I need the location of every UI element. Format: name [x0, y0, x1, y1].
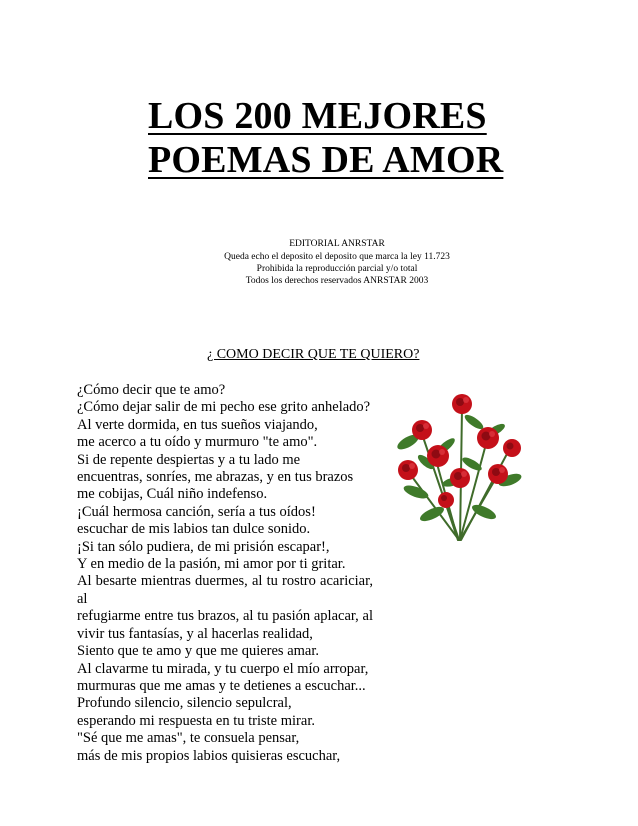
poem-line: ¡Cuál hermosa canción, sería a tus oídos!	[77, 503, 316, 520]
poem-line: Y en medio de la pasión, mi amor por ti gritar.	[77, 556, 346, 573]
poem-line: ¿Cómo decir que te amo?	[77, 382, 226, 398]
poem-line: vivir tus fantasías, y al hacerlas realidad,	[77, 625, 313, 642]
poem-line: refugiarme entre tus brazos, al tu pasión aplacar, al	[77, 608, 373, 625]
deposit-notice-row	[0, 251, 638, 263]
poem-line: me acerco a tu oído y murmuro "te amo".	[77, 434, 318, 451]
title-line-1: LOS 200 MEJORES	[148, 95, 487, 137]
rights-notice-row	[0, 275, 638, 287]
poem-line: escuchar de mis labios tan dulce sonido.	[77, 521, 311, 538]
poem-line: ¡Si tan sólo pudiera, de mi prisión escapar!,	[77, 538, 330, 555]
poem-line: Profundo silencio, silencio sepulcral,	[77, 695, 292, 712]
deposit-notice: Queda echo el deposito el deposito que marca la ley 11.723	[224, 252, 450, 262]
poem-line: Si de repente despiertas y a tu lado me	[77, 451, 301, 468]
title-line-2: POEMAS DE AMOR	[148, 139, 504, 181]
poem-line: murmuras que me amas y te detienes a escuchar...	[77, 677, 366, 694]
poem-line: esperando mi respuesta en tu triste mirar.	[77, 712, 315, 729]
prohibition-notice-row	[0, 263, 638, 275]
poem-line: Siento que te amo y que me quieres amar.	[77, 643, 319, 660]
poem-line: Al besarte mientras duermes, al tu rostro acariciar, al	[77, 573, 373, 607]
poem-line: ¿Cómo dejar salir de mi pecho ese grito anhelado?	[77, 399, 371, 416]
publisher-name-row	[0, 238, 638, 250]
poem-line: Al verte dormida, en tus sueños viajando,	[77, 416, 318, 433]
poem-body	[77, 382, 377, 765]
poem-line: encuentras, sonríes, me abrazas, y en tus brazos	[77, 469, 354, 486]
publisher-name: EDITORIAL ANRSTAR	[289, 239, 385, 249]
poem-line: Al clavarme tu mirada, y tu cuerpo el mío arropar,	[77, 660, 369, 677]
poem-heading: ¿ COMO DECIR QUE TE QUIERO?	[207, 347, 420, 362]
poem-line: me cobijas, Cuál niño indefenso.	[77, 486, 268, 503]
poem-line: "Sé que me amas", te consuela pensar,	[77, 730, 300, 747]
poem-line: más de mis propios labios quisieras escuchar,	[77, 747, 341, 764]
red-roses-bouquet-icon	[388, 382, 528, 542]
prohibition-notice: Prohibida la reproducción parcial y/o total	[256, 264, 418, 274]
rights-notice: Todos los derechos reservados ANRSTAR 2003	[245, 276, 429, 286]
